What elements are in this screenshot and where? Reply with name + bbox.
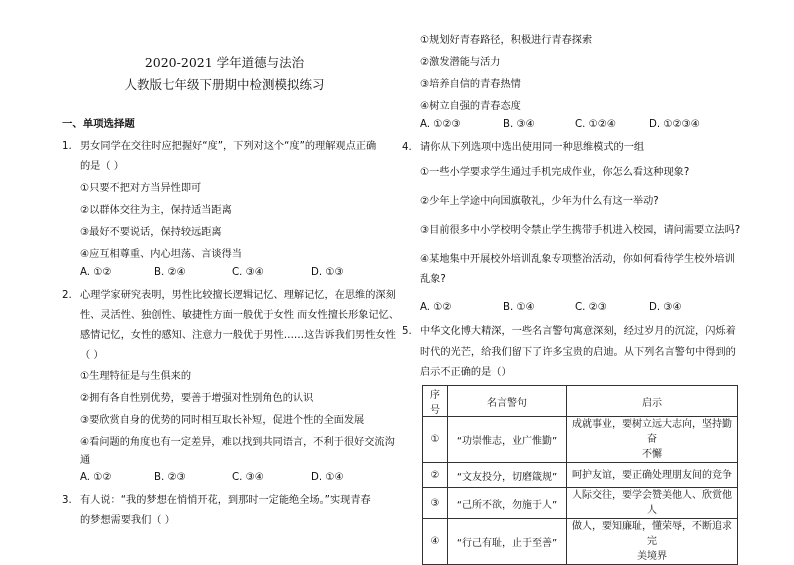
q3-option-c[interactable]: C. ①②④: [575, 119, 616, 130]
row-3-maxim: “己所不欲，勿施于人”: [448, 488, 567, 519]
q4-option-b[interactable]: B. ①④: [503, 302, 535, 313]
q3-item-2: ②激发潜能与活力: [420, 57, 501, 68]
row-1-no: ①: [423, 417, 448, 463]
table-header-insight: 启示: [567, 386, 738, 417]
table-row: [423, 417, 738, 463]
q2-option-c[interactable]: C. ③④: [232, 472, 264, 483]
row-4-no: ④: [423, 519, 448, 565]
table-row: [423, 463, 738, 488]
row-4-insight-line-1: 做人，要知廉耻，懂荣辱，不断追求完: [572, 521, 732, 547]
q4-stem: 请你从下列选项中选出使用同一种思维模式的一组: [420, 142, 645, 153]
table-header-maxim: 名言警句: [448, 386, 567, 417]
q2-item-4: ④看问题的角度也有一定差异，难以找到共同语言，不利于很好交流沟: [80, 437, 395, 448]
q2-item-3: ③要欣赏自身的优势的同时相互取长补短，促进个性的全面发展: [80, 415, 365, 426]
q1-item-4: ④应互相尊重、内心坦荡、言谈得当: [80, 249, 242, 260]
q4-number: 4.: [402, 142, 412, 153]
q2-stem-line-1: 心理学家研究表明，男性比较擅长逻辑记忆、理解记忆，在思维的深刻: [80, 290, 396, 301]
row-4-insight: [567, 519, 738, 565]
q2-item-2: ②拥有各自性别优势，要善于增强对性别角色的认识: [80, 393, 314, 404]
table-header-no: 序号: [423, 386, 448, 417]
row-1-insight-line-2: 不懈: [642, 449, 662, 460]
q1-item-3: ③最好不要说话，保持较远距离: [80, 227, 222, 238]
q1-option-c[interactable]: C. ③④: [232, 267, 264, 278]
q4-item-1: ①一些小学要求学生通过手机完成作业，你怎么看这种现象?: [420, 167, 690, 178]
row-2-maxim: “文友投分，切磨箴规”: [448, 463, 567, 488]
q2-option-d[interactable]: D. ①④: [311, 472, 344, 483]
q5-stem-line-3: 启示不正确的是（）: [420, 367, 512, 378]
maxims-table: [422, 385, 738, 565]
table-row: [423, 519, 738, 565]
q2-number: 2.: [62, 290, 72, 301]
q1-item-2: ②以群体交往为主，保持适当距离: [80, 205, 232, 216]
q2-option-a[interactable]: A. ①②: [80, 472, 112, 483]
q2-item-1: ①生理特征是与生俱来的: [80, 371, 192, 382]
q3-item-1: ①规划好青春路径，积极进行青春探索: [420, 35, 593, 46]
q1-item-1: ①只要不把对方当异性即可: [80, 183, 202, 194]
q1-stem-line-2: 的是（ ）: [80, 161, 124, 172]
q3-option-b[interactable]: B. ③④: [503, 119, 535, 130]
q3-item-4: ④树立自强的青春态度: [420, 101, 521, 112]
q4-option-c[interactable]: C. ②③: [575, 302, 607, 313]
q5-stem-line-2: 时代的光芒，给我们留下了许多宝贵的启迪。从下列名言警句中得到的: [420, 347, 736, 358]
q1-option-d[interactable]: D. ①③: [311, 267, 344, 278]
row-2-no: ②: [423, 463, 448, 488]
row-1-insight: [567, 417, 738, 463]
row-2-insight: 呵护友谊，要正确处理朋友间的竞争: [567, 463, 738, 488]
q4-item-4: ④某地集中开展校外培训乱象专项整治活动，你如何看待学生校外培训: [420, 254, 735, 265]
row-1-maxim: “功崇惟志，业广惟勤”: [448, 417, 567, 463]
q2-item-4-cont: 通: [80, 455, 91, 466]
row-3-no: ③: [423, 488, 448, 519]
title-line-1: 2020-2021 学年道德与法治: [144, 55, 305, 70]
q4-item-3: ③目前很多中小学校明令禁止学生携带手机进入校园，请问需要立法吗?: [420, 225, 741, 236]
title-line-2: 人教版七年级下册期中检测模拟练习: [124, 77, 325, 92]
table-header-row: [423, 386, 738, 417]
q4-item-2: ②少年上学途中向国旗敬礼，少年为什么有这一举动?: [420, 196, 659, 207]
q1-stem-line-1: 男女同学在交往时应把握好“度”，下列对这个“度”的理解观点正确: [80, 141, 377, 152]
q4-option-d[interactable]: D. ③④: [649, 302, 682, 313]
q2-stem-line-2: 性、灵活性、独创性、敏捷性方面一般优于女性 而女性擅长形象记忆、: [80, 310, 400, 321]
table-row: [423, 488, 738, 519]
section-heading: 一、单项选择题: [62, 118, 135, 130]
q3-option-a[interactable]: A. ①②③: [420, 119, 461, 130]
q1-option-b[interactable]: B. ②④: [154, 267, 186, 278]
q4-item-4-cont: 乱象?: [420, 274, 446, 285]
q4-option-a[interactable]: A. ①②: [420, 302, 452, 313]
q5-number: 5.: [402, 326, 412, 337]
row-4-maxim: “行己有耻，止于至善”: [448, 519, 567, 565]
q2-stem-line-3: 感情记忆，女性的感知、注意力一般优于男性……这告诉我们男性女性: [80, 330, 396, 341]
q3-number: 3.: [62, 495, 72, 506]
q1-option-a[interactable]: A. ①②: [80, 267, 112, 278]
q3-stem-line-1: 有人说：“我的梦想在悄悄开花，到那时一定能绝全场。”实现青春: [80, 495, 371, 506]
q2-option-b[interactable]: B. ②③: [154, 472, 186, 483]
row-1-insight-line-1: 成就事业，要树立远大志向，坚持勤奋: [572, 419, 732, 445]
q3-item-3: ③培养自信的青春热情: [420, 79, 521, 90]
row-3-insight: 人际交往，要学会赞美他人、欣赏他人: [567, 488, 738, 519]
q1-number: 1.: [62, 141, 72, 152]
row-4-insight-line-2: 美境界: [637, 551, 667, 562]
q3-stem-line-2: 的梦想需要我们（ ）: [80, 515, 175, 526]
q3-option-d[interactable]: D. ①②③④: [649, 119, 700, 130]
q5-stem-line-1: 中华文化博大精深，一些名言警句寓意深刻，经过岁月的沉淀，闪烁着: [420, 326, 736, 337]
q2-stem-line-4: （ ）: [80, 350, 104, 361]
